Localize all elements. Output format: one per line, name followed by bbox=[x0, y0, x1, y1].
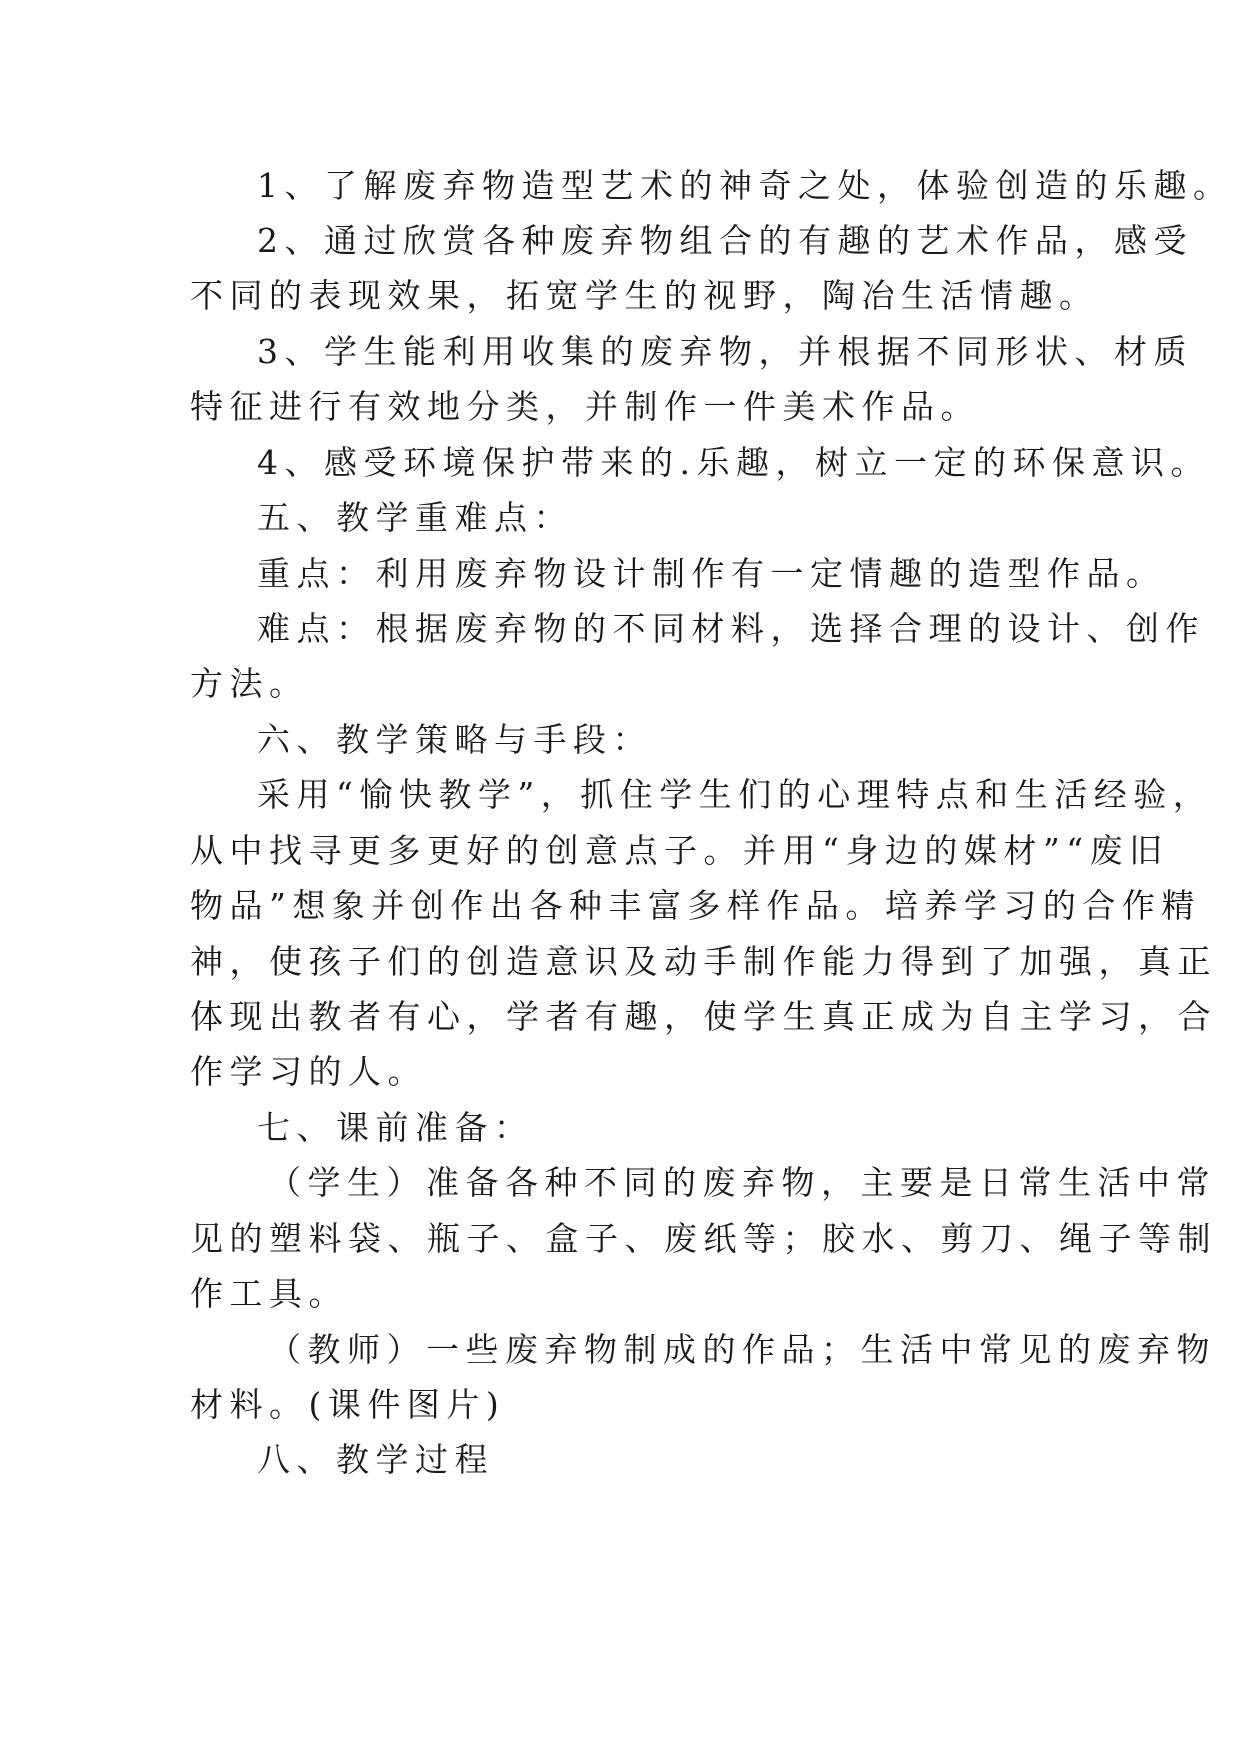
student-prep-line-1: （学生）准备各种不同的废弃物，主要是日常生活中常 bbox=[268, 1163, 1216, 1202]
teacher-prep-line-1: （教师）一些废弃物制成的作品；生活中常见的废弃物 bbox=[268, 1330, 1216, 1369]
key-point-line: 重点：利用废弃物设计制作有一定情趣的造型作品。 bbox=[257, 554, 1166, 593]
goal-2-line-1: 2、通过欣赏各种废弃物组合的有趣的艺术作品，感受 bbox=[257, 221, 1193, 260]
goal-1-line: 1、了解废弃物造型艺术的神奇之处，体验创造的乐趣。 bbox=[257, 166, 1233, 205]
section-7-heading: 七、课前准备： bbox=[257, 1108, 534, 1147]
section-5-heading: 五、教学重难点： bbox=[257, 498, 573, 537]
strategy-line-6: 作学习的人。 bbox=[190, 1052, 427, 1091]
strategy-line-5: 体现出教者有心，学者有趣，使学生真正成为自主学习，合 bbox=[190, 997, 1217, 1036]
difficulty-line-2: 方法。 bbox=[190, 664, 309, 703]
student-prep-line-2: 见的塑料袋、瓶子、盒子、废纸等；胶水、剪刀、绳子等制 bbox=[190, 1219, 1217, 1258]
teacher-prep-line-2: 材料。(课件图片) bbox=[190, 1385, 506, 1424]
strategy-line-4: 神，使孩子们的创造意识及动手制作能力得到了加强，真正 bbox=[190, 942, 1217, 981]
goal-2-line-2: 不同的表现效果，拓宽学生的视野，陶冶生活情趣。 bbox=[190, 276, 1099, 315]
difficulty-line-1: 难点：根据废弃物的不同材料，选择合理的设计、创作 bbox=[257, 609, 1205, 648]
strategy-line-2: 从中找寻更多更好的创意点子。并用“身边的媒材”“废旧 bbox=[190, 831, 1169, 870]
strategy-line-1: 采用“愉快教学”，抓住学生们的心理特点和生活经验， bbox=[257, 775, 1213, 814]
student-prep-line-3: 作工具。 bbox=[190, 1274, 348, 1313]
section-8-heading: 八、教学过程 bbox=[257, 1440, 494, 1479]
goal-3-line-2: 特征进行有效地分类，并制作一件美术作品。 bbox=[190, 387, 980, 426]
goal-4-line: 4、感受环境保护带来的.乐趣，树立一定的环保意识。 bbox=[257, 443, 1210, 482]
section-6-heading: 六、教学策略与手段： bbox=[257, 720, 652, 759]
strategy-line-3: 物品”想象并创作出各种丰富多样作品。培养学习的合作精 bbox=[190, 886, 1201, 925]
goal-3-line-1: 3、学生能利用收集的废弃物，并根据不同形状、材质 bbox=[257, 332, 1193, 371]
